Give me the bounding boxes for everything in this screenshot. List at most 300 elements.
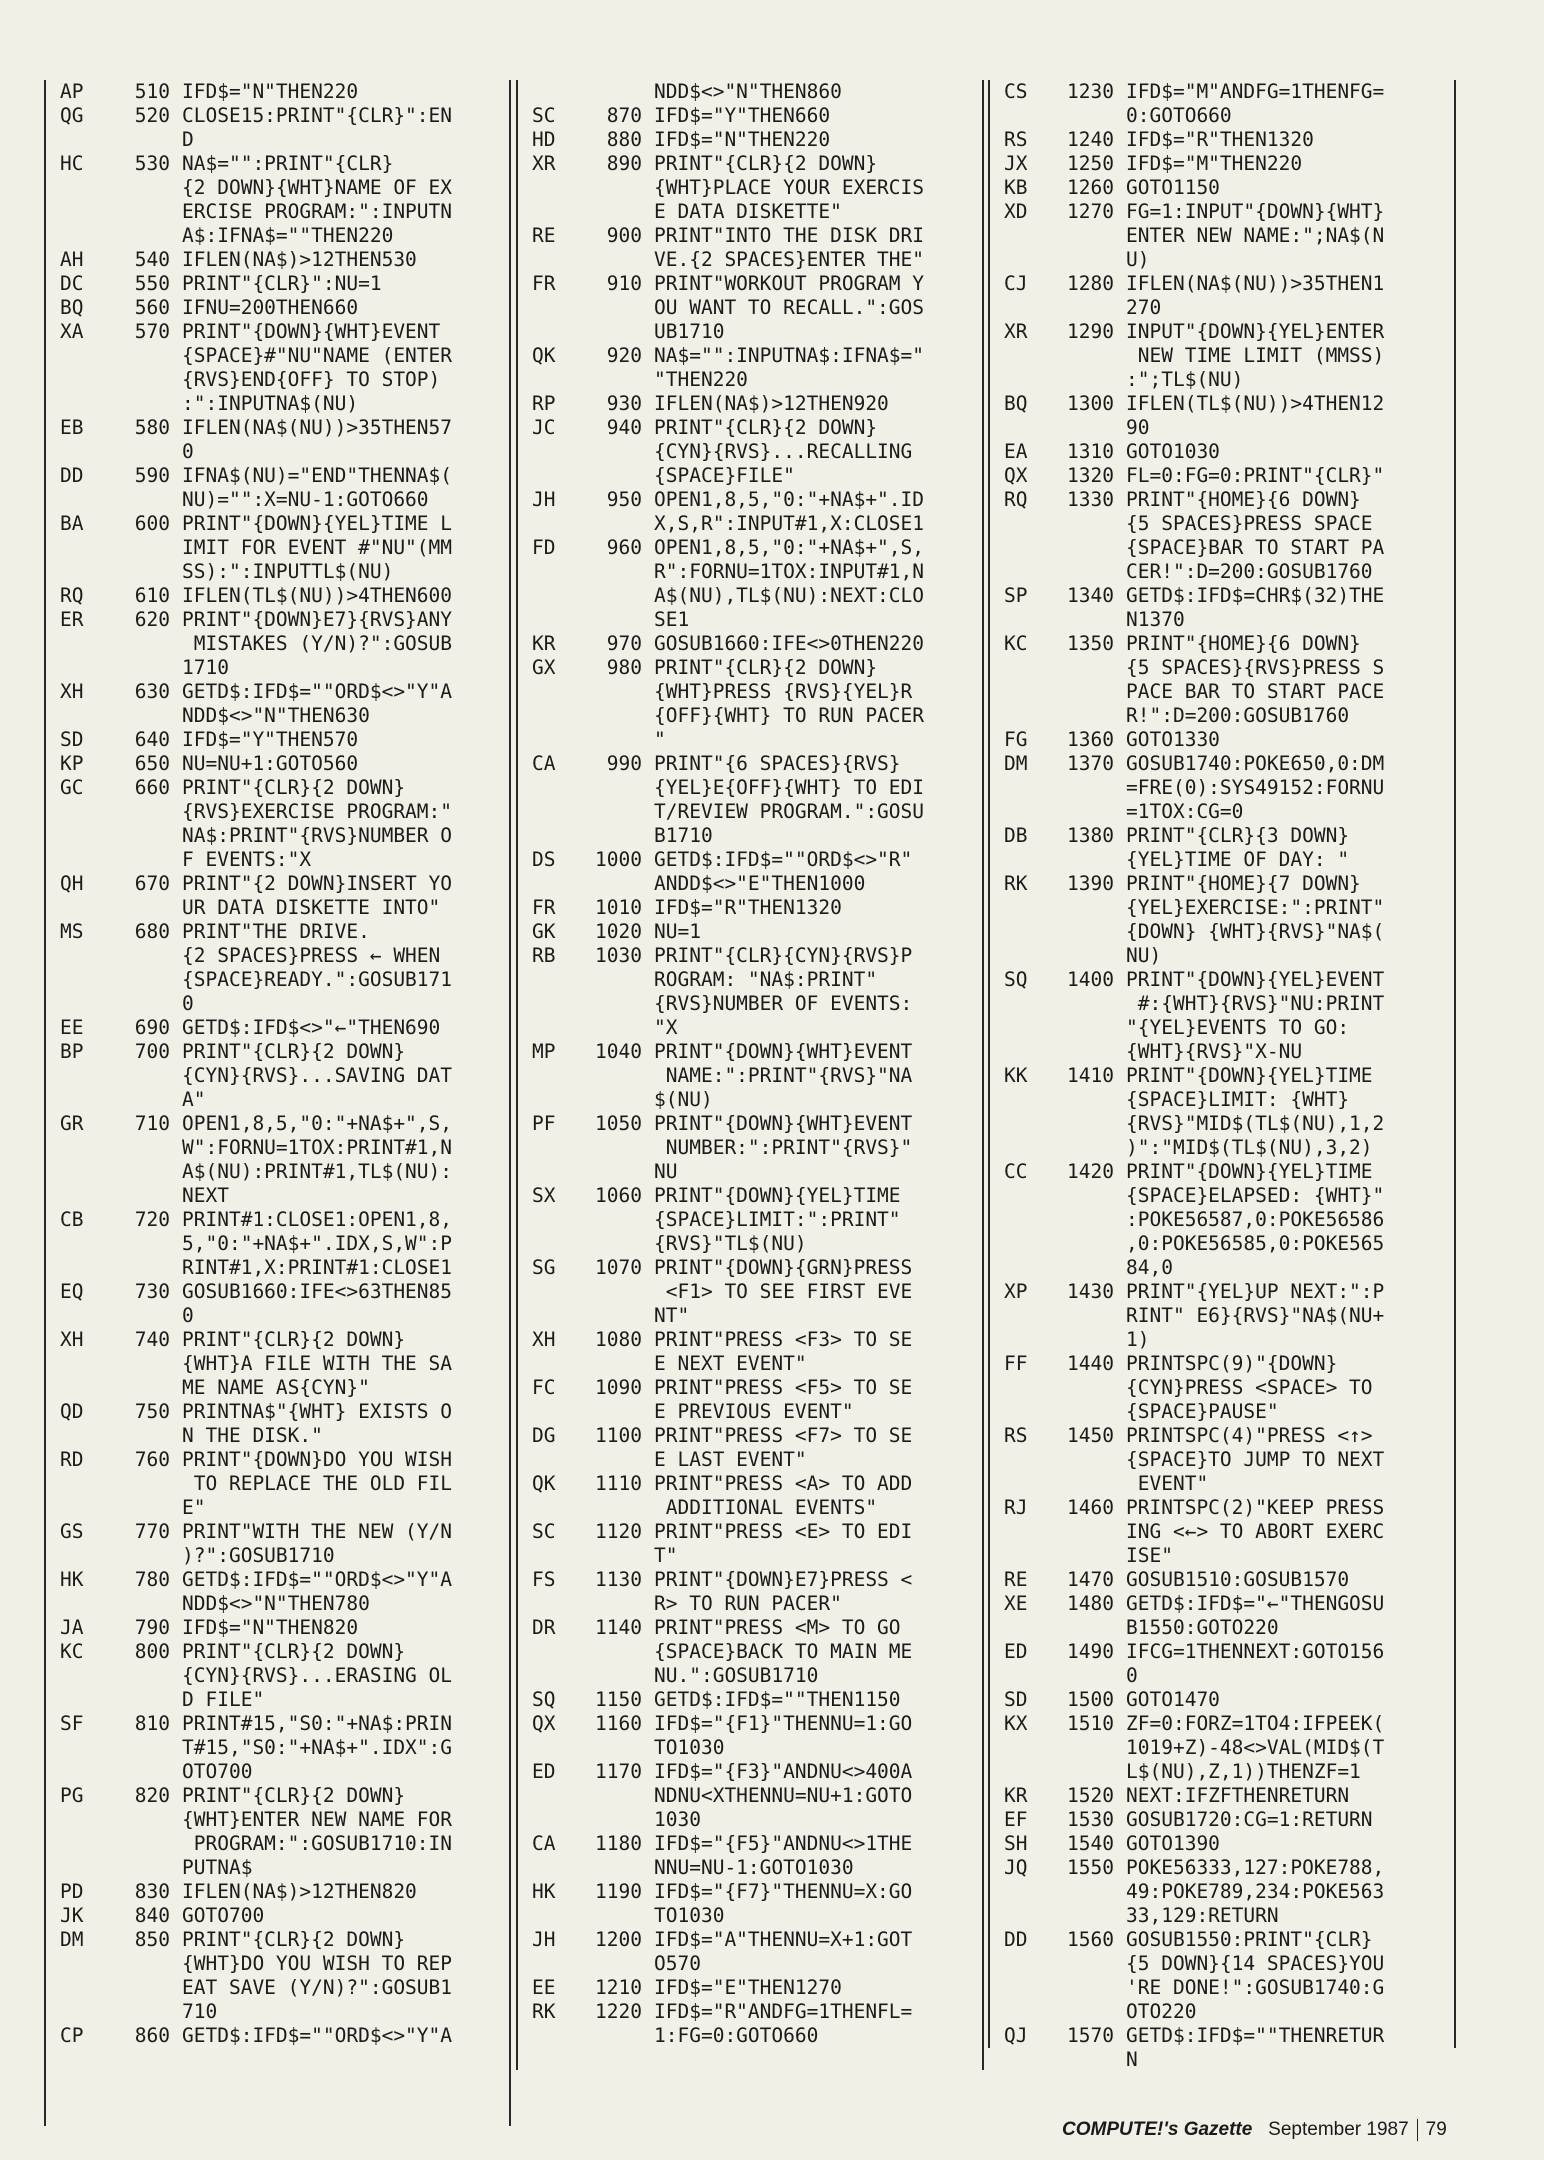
code-text: PRINT"{CLR}{2 DOWN} [182,1640,406,1663]
checksum-code: HC [60,152,84,175]
line-number: 1280 [1067,272,1114,295]
code-text: GOSUB1660:IFE<>0THEN220 [654,632,925,655]
line-number: 1380 [1067,824,1114,847]
listing-continuation [518,1544,982,1568]
listing-line [518,1256,982,1280]
checksum-code: RS [1004,128,1028,151]
line-number: 1100 [595,1424,642,1447]
listing-continuation [46,1832,509,1856]
code-text: PRINT"{DOWN}{GRN}PRESS [654,1256,913,1279]
listing-continuation [518,1952,982,1976]
listing-line [518,1328,982,1352]
code-text: IFD$="M"ANDFG=1THENFG= [1126,80,1385,103]
listing-line [990,824,1454,848]
code-text: IFD$="R"ANDFG=1THENFL= [654,2000,913,2023]
code-text: B1710 [654,824,713,847]
listing-continuation [518,704,982,728]
checksum-code: ED [1004,1640,1028,1663]
code-text: NEXT:IFZFTHENRETURN [1126,1784,1350,1807]
code-text: IFD$="Y"THEN570 [182,728,359,751]
listing-line [518,104,982,128]
code-text: =FRE(0):SYS49152:FORNU [1126,776,1385,799]
listing-line [46,80,509,104]
listing-line [518,632,982,656]
code-text: {WHT}ENTER NEW NAME FOR [182,1808,453,1831]
checksum-code: SX [532,1184,556,1207]
line-number: 1170 [595,1760,642,1783]
code-text: NU.":GOSUB1710 [654,1664,819,1687]
code-text: PRINT"{DOWN}{WHT}EVENT [182,320,441,343]
code-text: PRINT"{DOWN}{YEL}TIME [654,1184,901,1207]
code-text: IFD$="N"THEN820 [182,1616,359,1639]
listing-line [990,2024,1454,2048]
checksum-code: SQ [1004,968,1028,991]
code-text: PRINT"{6 SPACES}{RVS} [654,752,901,775]
listing-line [990,128,1454,152]
line-number: 1460 [1067,1496,1114,1519]
code-text: RINT#1,X:PRINT#1:CLOSE1 [182,1256,453,1279]
code-text: 0:GOTO660 [1126,104,1232,127]
listing-line [518,488,982,512]
line-number: 1540 [1067,1832,1114,1855]
code-text: IFD$="A"THENNU=X+1:GOT [654,1928,913,1951]
line-number: 1190 [595,1880,642,1903]
checksum-code: GR [60,1112,84,1135]
code-text: UR DATA DISKETTE INTO" [182,896,441,919]
code-text: EVENT" [1126,1472,1209,1495]
code-text: PACE BAR TO START PACE [1126,680,1385,703]
code-text: GOTO1030 [1126,440,1220,463]
code-text: PRINT"{CLR}{2 DOWN} [182,1040,406,1063]
listing-continuation [990,1736,1454,1760]
line-number: 1310 [1067,440,1114,463]
code-text: $(NU) [654,1088,713,1111]
line-number: 1510 [1067,1712,1114,1735]
checksum-code: SQ [532,1688,556,1711]
line-number: 900 [606,224,642,247]
listing-continuation [46,848,509,872]
code-text: NU [654,1160,678,1183]
listing-continuation [518,1592,982,1616]
checksum-code: AH [60,248,84,271]
code-text: {SPACE}LIMIT:":PRINT" [654,1208,901,1231]
code-text: ,0:POKE56585,0:POKE565 [1126,1232,1385,1255]
code-text: =1TOX:CG=0 [1126,800,1244,823]
listing-continuation [518,1856,982,1880]
listing-continuation [518,680,982,704]
listing-line [46,152,509,176]
line-number: 1350 [1067,632,1114,655]
checksum-code: PD [60,1880,84,1903]
listing-continuation [46,968,509,992]
listing-continuation [46,1688,509,1712]
listing-continuation [518,1784,982,1808]
code-text: {RVS}"TL$(NU) [654,1232,807,1255]
code-text: {RVS}END{OFF} TO STOP) [182,368,441,391]
checksum-code: QG [60,104,84,127]
code-text: IFLEN(TL$(NU))>4THEN12 [1126,392,1385,415]
checksum-code: ER [60,608,84,631]
line-number: 1570 [1067,2024,1114,2047]
listing-continuation [990,656,1454,680]
listing-continuation [518,1400,982,1424]
checksum-code: EB [60,416,84,439]
line-number: 1250 [1067,152,1114,175]
code-text: :POKE56587,0:POKE56586 [1126,1208,1385,1231]
code-text: TO1030 [654,1904,725,1927]
line-number: 1110 [595,1472,642,1495]
line-number: 1440 [1067,1352,1114,1375]
code-text: {WHT}PRESS {RVS}{YEL}R [654,680,913,703]
checksum-code: MS [60,920,84,943]
checksum-code: SP [1004,584,1028,607]
listing-line [518,1424,982,1448]
code-text: PRINTSPC(4)"PRESS <↑> [1126,1424,1373,1447]
code-text: PRINT"PRESS <E> TO EDI [654,1520,913,1543]
line-number: 980 [606,656,642,679]
listing-line [518,1520,982,1544]
code-text: OTO220 [1126,2000,1197,2023]
checksum-code: BA [60,512,84,535]
code-text: IFD$="N"THEN220 [182,80,359,103]
code-text: {WHT}{RVS}"X-NU [1126,1040,1303,1063]
listing-continuation [518,1736,982,1760]
code-text: {YEL}E{OFF}{WHT} TO EDI [654,776,925,799]
code-text: {SPACE}BACK TO MAIN ME [654,1640,913,1663]
checksum-code: RK [532,2000,556,2023]
code-text: {5 DOWN}{14 SPACES}YOU [1126,1952,1385,1975]
code-text: 0 [182,1304,194,1327]
checksum-code: JK [60,1904,84,1927]
listing-line [518,1832,982,1856]
code-text: IFD$="M"THEN220 [1126,152,1303,175]
checksum-code: JQ [1004,1856,1028,1879]
listing-continuation [46,1184,509,1208]
code-text: PRINTNA$"{WHT} EXISTS O [182,1400,453,1423]
listing-line [46,272,509,296]
code-text: {OFF}{WHT} TO RUN PACER [654,704,925,727]
checksum-code: KB [1004,176,1028,199]
listing-line [46,248,509,272]
line-number: 950 [606,488,642,511]
code-text: N [1126,2048,1138,2071]
code-text: TO REPLACE THE OLD FIL [182,1472,453,1495]
listing-line [990,872,1454,896]
line-number: 1360 [1067,728,1114,751]
listing-continuation [990,1880,1454,1904]
listing-line [518,920,982,944]
checksum-code: RD [60,1448,84,1471]
code-text: IFNA$(NU)="END"THENNA$( [182,464,453,487]
code-text: " [654,728,666,751]
checksum-code: DS [532,848,556,871]
listing-line [990,1688,1454,1712]
code-text: PRINT#15,"S0:"+NA$:PRIN [182,1712,453,1735]
code-text: 49:POKE789,234:POKE563 [1126,1880,1385,1903]
code-text: {SPACE}LIMIT: {WHT} [1126,1088,1350,1111]
checksum-code: EA [1004,440,1028,463]
code-text: IFD$="{F1}"THENNU=1:GO [654,1712,913,1735]
code-text: RINT" E6}{RVS}"NA$(NU+ [1126,1304,1385,1327]
listing-continuation [990,776,1454,800]
code-text: 1019+Z)-48<>VAL(MID$(T [1126,1736,1385,1759]
line-number: 1020 [595,920,642,943]
checksum-code: DB [1004,824,1028,847]
code-text: IFNU=200THEN660 [182,296,359,319]
line-number: 1180 [595,1832,642,1855]
listing-continuation [46,1760,509,1784]
code-text: POKE56333,127:POKE788, [1126,1856,1385,1879]
listing-line [990,632,1454,656]
checksum-code: FD [532,536,556,559]
line-number: 720 [134,1208,170,1231]
checksum-code: GK [532,920,556,943]
line-number: 1450 [1067,1424,1114,1447]
code-text: {5 SPACES}{RVS}PRESS S [1126,656,1385,679]
listing-line [990,176,1454,200]
issue-date: September 1987 [1268,2119,1409,2141]
line-number: 1090 [595,1376,642,1399]
listing-continuation [990,1952,1454,1976]
code-text: N THE DISK." [182,1424,323,1447]
code-text: PRINT"{2 DOWN}INSERT YO [182,872,453,895]
listing-continuation [990,1112,1454,1136]
checksum-code: FF [1004,1352,1028,1375]
line-number: 800 [134,1640,170,1663]
checksum-code: SC [532,104,556,127]
listing-line [990,1280,1454,1304]
code-text: GOSUB1660:IFE<>63THEN85 [182,1280,453,1303]
code-text: O570 [654,1952,701,1975]
listing-continuation [46,1976,509,2000]
listing-continuation [518,248,982,272]
line-number: 960 [606,536,642,559]
code-text: TO1030 [654,1736,725,1759]
listing-continuation [990,2048,1454,2072]
line-number: 1500 [1067,1688,1114,1711]
checksum-code: RE [532,224,556,247]
code-text: ERCISE PROGRAM:":INPUTN [182,200,453,223]
code-text: ISE" [1126,1544,1173,1567]
listing-line [46,872,509,896]
code-text: A$:IFNA$=""THEN220 [182,224,394,247]
code-text: 5,"0:"+NA$+".IDX,S,W":P [182,1232,453,1255]
checksum-code: XA [60,320,84,343]
line-number: 600 [134,512,170,535]
code-text: NDNU<XTHENNU=NU+1:GOTO [654,1784,913,1807]
code-text: PRINT"{CLR}{2 DOWN} [182,1784,406,1807]
code-text: GOSUB1720:CG=1:RETURN [1126,1808,1373,1831]
checksum-code: CA [532,1832,556,1855]
checksum-code: HK [60,1568,84,1591]
checksum-code: KX [1004,1712,1028,1735]
listing-continuation [990,1184,1454,1208]
listing-continuation [990,1472,1454,1496]
code-text: NA$="":INPUTNA$:IFNA$=" [654,344,925,367]
code-text: NDD$<>"N"THEN630 [182,704,370,727]
listing-continuation [46,1136,509,1160]
listing-continuation [990,1448,1454,1472]
code-text: PROGRAM:":GOSUB1710:IN [182,1832,453,1855]
checksum-code: QK [532,1472,556,1495]
code-text: IFD$="E"THEN1270 [654,1976,842,1999]
code-text: NNU=NU-1:GOTO1030 [654,1856,854,1879]
listing-line [518,416,982,440]
listing-line [518,1616,982,1640]
code-text: CLOSE15:PRINT"{CLR}":EN [182,104,453,127]
line-number: 820 [134,1784,170,1807]
code-text: PRINT"{DOWN}{YEL}TIME [1126,1160,1373,1183]
listing-line [46,1928,509,1952]
code-text: IFLEN(NA$(NU))>35THEN57 [182,416,453,439]
code-text: 1710 [182,656,229,679]
listing-continuation [46,368,509,392]
listing-line [518,1472,982,1496]
checksum-code: QK [532,344,556,367]
listing-continuation [518,1232,982,1256]
line-number: 710 [134,1112,170,1135]
checksum-code: KC [1004,632,1028,655]
listing-line [46,296,509,320]
checksum-code: JH [532,488,556,511]
checksum-code: RE [1004,1568,1028,1591]
line-number: 1520 [1067,1784,1114,1807]
checksum-code: KP [60,752,84,775]
checksum-code: KK [1004,1064,1028,1087]
listing-continuation [518,1304,982,1328]
listing-continuation [990,1328,1454,1352]
checksum-code: JC [532,416,556,439]
code-text: ANDD$<>"E"THEN1000 [654,872,866,895]
code-text: {RVS}"MID$(TL$(NU),1,2 [1126,1112,1385,1135]
checksum-code: DG [532,1424,556,1447]
checksum-code: SF [60,1712,84,1735]
listing-continuation [990,800,1454,824]
listing-continuation [990,1136,1454,1160]
code-text: E DATA DISKETTE" [654,200,842,223]
line-number: 760 [134,1448,170,1471]
listing-continuation [46,488,509,512]
listing-continuation [46,1544,509,1568]
listing-line [518,152,982,176]
line-number: 1070 [595,1256,642,1279]
line-number: 570 [134,320,170,343]
listing-line [990,200,1454,224]
code-text: PRINT"{YEL}UP NEXT:":P [1126,1280,1385,1303]
line-number: 590 [134,464,170,487]
listing-line [990,1712,1454,1736]
code-text: GOTO1390 [1126,1832,1220,1855]
listing-line [46,1280,509,1304]
listing-continuation [990,1256,1454,1280]
code-text: :";TL$(NU) [1126,368,1244,391]
line-number: 1370 [1067,752,1114,775]
code-text: {SPACE}TO JUMP TO NEXT [1126,1448,1385,1471]
code-text: R> TO RUN PACER" [654,1592,842,1615]
code-text: PRINT"{CLR}{2 DOWN} [182,1328,406,1351]
listing-line [990,1160,1454,1184]
code-text: :":INPUTNA$(NU) [182,392,359,415]
code-text: PRINT"{DOWN}E7}PRESS < [654,1568,913,1591]
listing-line [46,608,509,632]
code-text: <F1> TO SEE FIRST EVE [654,1280,913,1303]
checksum-code: SC [532,1520,556,1543]
listing-continuation [990,1400,1454,1424]
checksum-code: RK [1004,872,1028,895]
listing-line [990,1424,1454,1448]
line-number: 550 [134,272,170,295]
checksum-code: RJ [1004,1496,1028,1519]
listing-continuation [518,296,982,320]
checksum-code: JA [60,1616,84,1639]
listing-continuation [46,1088,509,1112]
listing-line [518,1880,982,1904]
line-number: 1160 [595,1712,642,1735]
line-number: 1550 [1067,1856,1114,1879]
line-number: 660 [134,776,170,799]
listing-continuation [990,1544,1454,1568]
code-text: IFD$="{F5}"ANDNU<>1THE [654,1832,913,1855]
code-text: PRINT"{DOWN}{YEL}EVENT [1126,968,1385,991]
listing-line [46,512,509,536]
listing-continuation [990,992,1454,1016]
listing-line [990,968,1454,992]
listing-continuation [990,2000,1454,2024]
line-number: 1320 [1067,464,1114,487]
listing-continuation [46,632,509,656]
line-number: 1470 [1067,1568,1114,1591]
listing-continuation [46,224,509,248]
listing-continuation [518,1064,982,1088]
code-text: {CYN}PRESS <SPACE> TO [1126,1376,1373,1399]
code-text: OU WANT TO RECALL.":GOS [654,296,925,319]
checksum-code: CP [60,2024,84,2047]
code-text: {CYN}{RVS}...SAVING DAT [182,1064,453,1087]
listing-column-2 [516,80,984,2070]
listing-continuation [46,1496,509,1520]
code-text: {WHT}A FILE WITH THE SA [182,1352,453,1375]
code-text: IFLEN(NA$)>12THEN820 [182,1880,417,1903]
code-text: {WHT}DO YOU WISH TO REP [182,1952,453,1975]
checksum-code: FR [532,896,556,919]
line-number: 1220 [595,2000,642,2023]
listing-continuation [518,560,982,584]
listing-continuation [990,680,1454,704]
line-number: 620 [134,608,170,631]
code-text: PRINT"{CLR}{2 DOWN} [182,776,406,799]
listing-continuation [518,320,982,344]
code-text: PRINT"THE DRIVE. [182,920,370,943]
line-number: 860 [134,2024,170,2047]
line-number: 1480 [1067,1592,1114,1615]
listing-continuation [518,2024,982,2048]
code-text: ROGRAM: "NA$:PRINT" [654,968,878,991]
code-text: NAME:":PRINT"{RVS}"NA [654,1064,913,1087]
line-number: 1260 [1067,176,1114,199]
checksum-code: EQ [60,1280,84,1303]
code-text: PRINT"{DOWN}E7}{RVS}ANY [182,608,453,631]
code-text: IFLEN(NA$)>12THEN530 [182,248,417,271]
code-text: EAT SAVE (Y/N)?":GOSUB1 [182,1976,453,1999]
listing-column-1 [44,80,511,2126]
line-number: 730 [134,1280,170,1303]
line-number: 530 [134,152,170,175]
listing-continuation [990,848,1454,872]
line-number: 920 [606,344,642,367]
code-text: {CYN}{RVS}...ERASING OL [182,1664,453,1687]
listing-line [46,320,509,344]
checksum-code: SD [60,728,84,751]
